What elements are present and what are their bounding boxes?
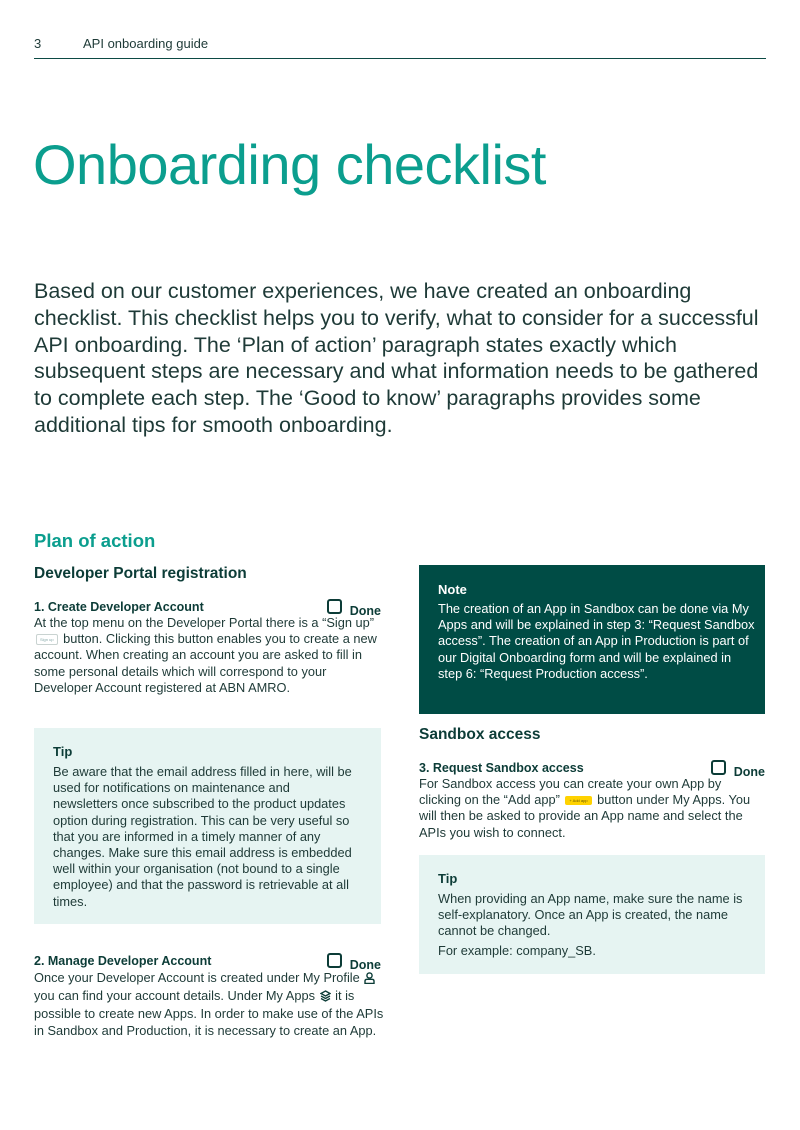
checkbox-icon[interactable] bbox=[327, 953, 342, 968]
portal-registration-heading: Developer Portal registration bbox=[34, 565, 247, 582]
step-2-title: 2. Manage Developer Account bbox=[34, 954, 212, 968]
page-header bbox=[34, 36, 766, 59]
page-title: Onboarding checklist bbox=[33, 133, 546, 196]
person-icon bbox=[364, 972, 375, 988]
checkbox-icon[interactable] bbox=[711, 760, 726, 775]
note-title: Note bbox=[438, 582, 467, 597]
plan-of-action-heading: Plan of action bbox=[34, 530, 156, 551]
done-label: Done bbox=[349, 604, 381, 618]
page-number: 3 bbox=[34, 36, 42, 51]
sign-up-button-image: Sign up bbox=[36, 634, 58, 645]
step-1-title: 1. Create Developer Account bbox=[34, 600, 204, 614]
tip-1-text: Be aware that the email address filled in here, will be used for notifications on maintenance and newsletters once subscribed to the product updates option during registration. This can be very useful so that you are informed in a timely manner of any changes. Make sure this email address is embedded well within your organisation (not bound to a single employee) and that the password is retrievable at all times. bbox=[53, 764, 352, 909]
add-app-button-image: + Add app bbox=[565, 796, 591, 805]
step-3-title: 3. Request Sandbox access bbox=[419, 761, 584, 775]
note-text: The creation of an App in Sandbox can be done via My Apps and will be explained in step 3: “Request Sandbox access”. The creation of an App in Production is part of our Digital Onboarding form and will be explained in step 6: “Request Production access”. bbox=[438, 601, 755, 681]
tip-box-2 bbox=[419, 855, 765, 974]
tip-2-text: When providing an App name, make sure the name is self-explanatory. Once an App is created, the name cannot be changed. bbox=[438, 891, 743, 939]
step-1-text: At the top menu on the Developer Portal there is a “Sign up” Sign up button. Clicking this button enables you to create a new account. When creating an account you are asked to fill in some personal details which will correspond to your Developer Account registered at ABN AMRO. bbox=[34, 615, 377, 695]
done-label: Done bbox=[349, 958, 381, 972]
document-title: API onboarding guide bbox=[83, 36, 209, 51]
step-2-done-checkbox[interactable] bbox=[327, 949, 381, 972]
step-2-text: Once your Developer Account is created under My Profile you can find your account details. Under My Apps it is possible to create new Apps. In order to make use of the APIs in Sandbox and Production, it is necessary to create an App. bbox=[34, 970, 384, 1038]
tip-1-title: Tip bbox=[53, 744, 73, 759]
tip-box-1 bbox=[34, 728, 381, 924]
note-box bbox=[419, 565, 765, 714]
sandbox-access-heading: Sandbox access bbox=[419, 726, 541, 743]
checkbox-icon[interactable] bbox=[327, 599, 342, 614]
tip-2-example: For example: company_SB. bbox=[438, 943, 596, 958]
intro-paragraph: Based on our customer experiences, we have created an onboarding checklist. This checklist helps you to verify, what to consider for a successful API onboarding. The ‘Plan of action’ paragraph states exactly which subsequent steps are necessary and what information needs to be gathered to complete each step. The ‘Good to know’ paragraphs provides some additional tips for smooth onboarding. bbox=[34, 279, 759, 437]
tip-2-title: Tip bbox=[438, 871, 458, 886]
done-label: Done bbox=[733, 765, 765, 779]
step-3-text: For Sandbox access you can create your own App by clicking on the “Add app” + Add app button under My Apps. You will then be asked to provide an App name and select the APIs you wish to connect. bbox=[419, 776, 751, 840]
layers-icon bbox=[320, 990, 331, 1006]
